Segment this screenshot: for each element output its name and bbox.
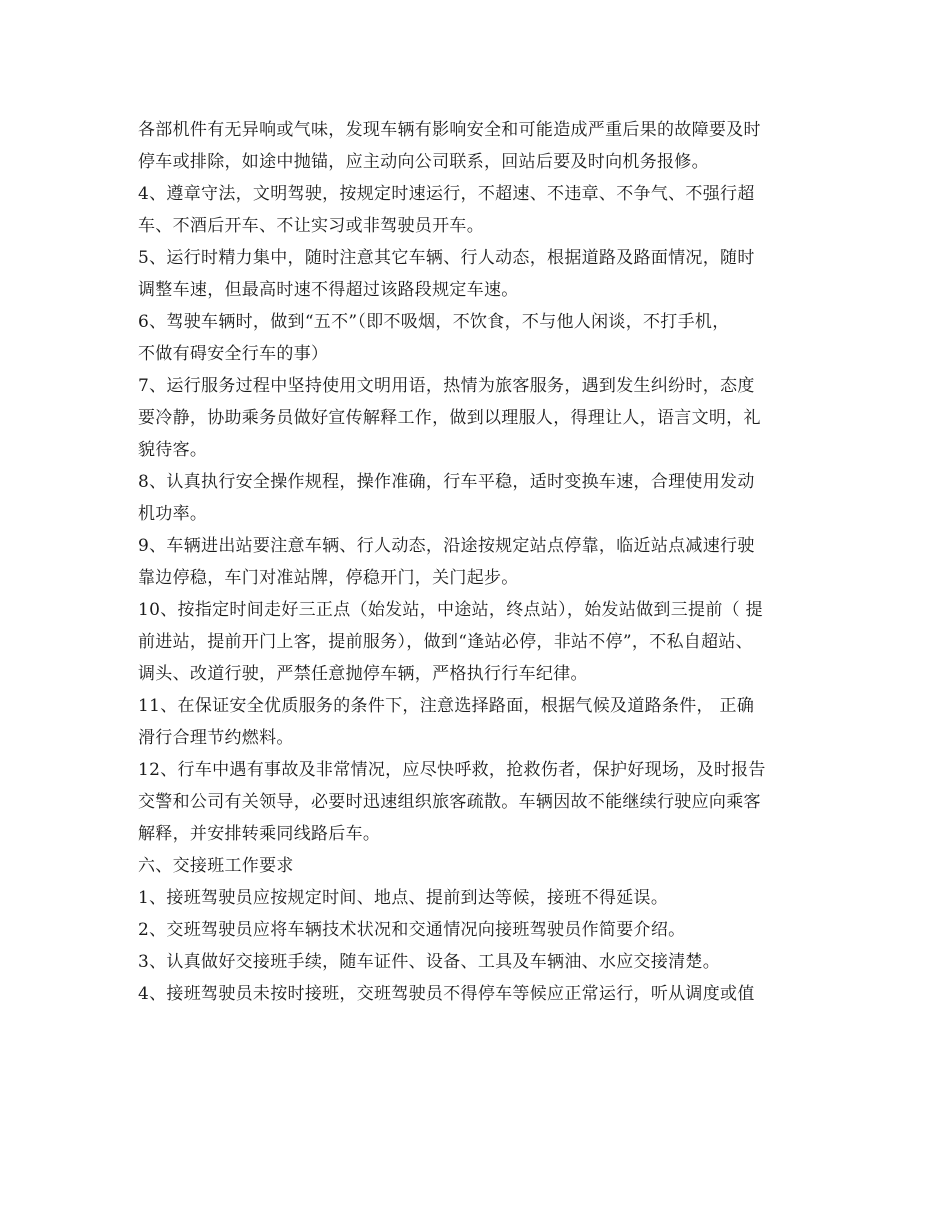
text-line: 1、接班驾驶员应按规定时间、地点、提前到达等候，接班不得延误。: [138, 888, 669, 908]
text-line: 不做有碍安全行车的事）: [138, 344, 329, 364]
text-line: 调整车速，但最高时速不得超过该路段规定车速。: [138, 280, 519, 300]
text-line: 靠边停稳，车门对准站牌，停稳开门，关门起步。: [138, 568, 519, 588]
text-line: 滑行合理节约燃料。: [138, 728, 294, 748]
text-line: 3、认真做好交接班手续，随车证件、设备、工具及车辆油、水应交接清楚。: [138, 952, 721, 972]
text-line: 9、车辆进出站要注意车辆、行人动态，沿途按规定站点停靠，临近站点减速行驶: [138, 536, 755, 556]
text-line: 4、接班驾驶员未按时接班，交班驾驶员不得停车等候应正常运行，听从调度或值: [138, 984, 755, 1004]
text-line: 各部机件有无异响或气味，发现车辆有影响安全和可能造成严重后果的故障要及时: [138, 120, 761, 140]
section-heading: 六、交接班工作要求: [138, 856, 294, 876]
text-line: 11、在保证安全优质服务的条件下，注意选择路面，根据气候及道路条件， 正确: [138, 696, 755, 716]
text-line: 12、行车中遇有事故及非常情况，应尽快呼救，抢救伤者，保护好现场，及时报告: [138, 760, 766, 780]
text-line: 要冷静，协助乘务员做好宣传解释工作，做到以理服人，得理让人，语言文明，礼: [138, 408, 761, 428]
text-line: 10、按指定时间走好三正点（始发站，中途站，终点站），始发站做到三提前（ 提: [138, 600, 763, 620]
text-line: 7、运行服务过程中坚持使用文明用语，热情为旅客服务，遇到发生纠纷时，态度: [138, 376, 755, 396]
text-line: 6、驾驶车辆时，做到“五不”（即不吸烟，不饮食，不与他人闲谈，不打手机，: [138, 312, 730, 332]
text-line: 解释，并安排转乘同线路后车。: [138, 824, 381, 844]
text-line: 4、遵章守法，文明驾驶，按规定时速运行，不超速、不违章、不争气、不强行超: [138, 184, 755, 204]
text-line: 停车或排除，如途中抛锚，应主动向公司联系，回站后要及时向机务报修。: [138, 152, 709, 172]
text-line: 机功率。: [138, 504, 208, 524]
text-line: 8、认真执行安全操作规程，操作准确，行车平稳，适时变换车速，合理使用发动: [138, 472, 755, 492]
text-line: 前进站，提前开门上客，提前服务），做到“逢站必停，非站不停”，不私自超站、: [138, 632, 753, 652]
text-line: 调头、改道行驶，严禁任意抛停车辆，严格执行行车纪律。: [138, 664, 588, 684]
text-line: 貌待客。: [138, 440, 208, 460]
text-line: 车、不酒后开车、不让实习或非驾驶员开车。: [138, 216, 484, 236]
text-line: 5、运行时精力集中，随时注意其它车辆、行人动态，根据道路及路面情况，随时: [138, 248, 755, 268]
text-line: 2、交班驾驶员应将车辆技术状况和交通情况向接班驾驶员作简要介绍。: [138, 920, 686, 940]
text-line: 交警和公司有关领导，必要时迅速组织旅客疏散。车辆因故不能继续行驶应向乘客: [138, 792, 761, 812]
document-body: [138, 114, 818, 1010]
